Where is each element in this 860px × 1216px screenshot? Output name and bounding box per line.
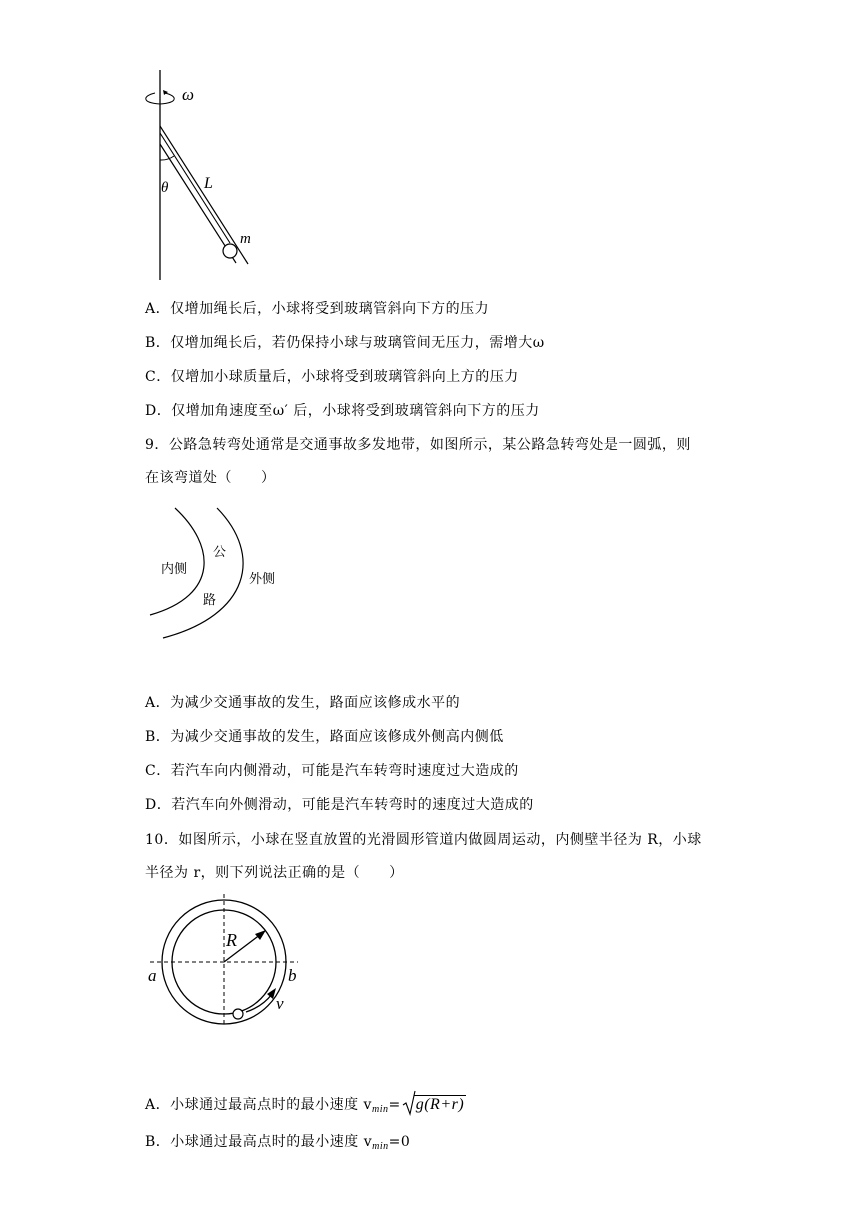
tube-ball <box>233 1009 243 1019</box>
tube-rope <box>160 133 230 243</box>
q9-stem-line1: 9．公路急转弯处通常是交通事故多发地带，如图所示，某公路急转弯处是一圆弧，则 <box>145 437 691 453</box>
sqrt-radicand: g(R+r) <box>415 1096 465 1113</box>
q10-option-b-prefix: B．小球通过最高点时的最小速度 v <box>145 1134 373 1150</box>
tube-wall-lower <box>160 144 236 263</box>
road-char-lu: 路 <box>203 593 217 608</box>
q8-option-c: C．仅增加小球质量后，小球将受到玻璃管斜向上方的压力 <box>145 369 519 385</box>
point-b-label: b <box>288 966 297 985</box>
road-curve-figure <box>145 500 290 645</box>
radius-label: R <box>226 930 237 950</box>
circular-tube-figure <box>140 890 310 1030</box>
q9-option-c: C．若汽车向内侧滑动，可能是汽车转弯时速度过大造成的 <box>145 763 519 779</box>
q9-option-a: A．为减少交通事故的发生，路面应该修成水平的 <box>145 695 461 711</box>
outer-side-label: 外侧 <box>249 572 276 587</box>
q10-option-a-prefix: A．小球通过最高点时的最小速度 v <box>145 1097 372 1113</box>
ball <box>223 244 237 258</box>
q8-option-a: A．仅增加绳长后，小球将受到玻璃管斜向下方的压力 <box>145 301 490 317</box>
theta-arc <box>160 156 174 160</box>
q10-option-a-sub: min <box>371 1104 389 1115</box>
q10-option-b-sub: min <box>372 1141 389 1152</box>
sqrt-expression <box>402 1096 466 1114</box>
velocity-label: v <box>276 994 284 1013</box>
road-char-gong: 公 <box>213 545 227 560</box>
length-label: L <box>204 175 213 192</box>
omega-label: ω <box>182 85 195 104</box>
q10-option-a <box>145 1094 466 1115</box>
q10-stem-line2: 半径为 r，则下列说法正确的是（ ） <box>145 865 404 881</box>
q8-option-d: D．仅增加角速度至ω′ 后，小球将受到玻璃管斜向下方的压力 <box>145 403 540 419</box>
q9-option-b: B．为减少交通事故的发生，路面应该修成外侧高内侧低 <box>145 729 504 745</box>
q10-option-b-suffix: =0 <box>388 1134 411 1150</box>
point-a-label: a <box>148 966 157 985</box>
q10-option-a-eq: = <box>388 1097 401 1113</box>
q9-stem-line2: 在该弯道处（ ） <box>145 470 276 486</box>
q8-option-b: B．仅增加绳长后，若仍保持小球与玻璃管间无压力，需增大ω <box>145 335 545 351</box>
velocity-arrow <box>246 994 272 1012</box>
pendulum-figure <box>130 68 280 283</box>
q9-option-d: D．若汽车向外侧滑动，可能是汽车转弯时的速度过大造成的 <box>145 797 534 813</box>
inner-side-label: 内侧 <box>161 562 188 577</box>
tube-wall-upper <box>160 126 248 264</box>
q10-option-b <box>145 1131 410 1152</box>
sqrt-sign <box>402 1090 416 1116</box>
q10-stem-line1: 10．如图所示，小球在竖直放置的光滑圆形管道内做圆周运动，内侧壁半径为 R，小球 <box>145 832 702 848</box>
mass-label: m <box>240 231 251 247</box>
theta-label: θ <box>161 180 169 196</box>
